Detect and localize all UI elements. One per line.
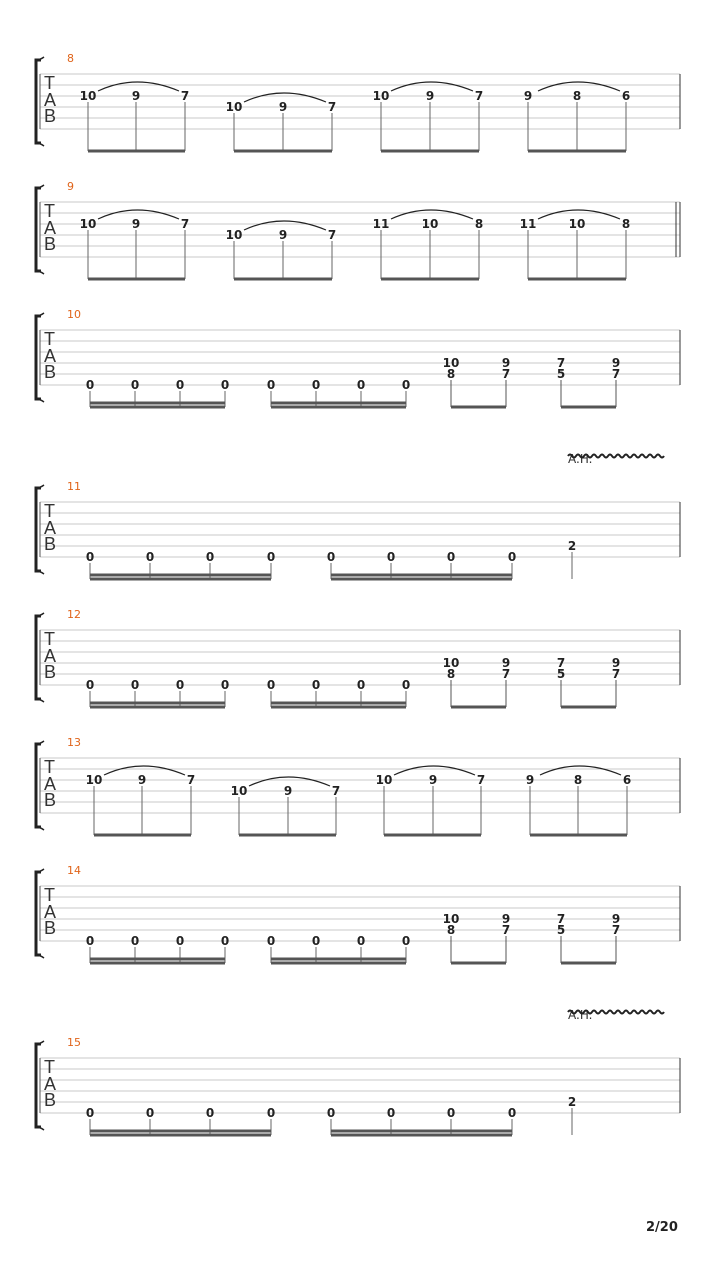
fret-number: 0 — [326, 1106, 336, 1120]
tab-clef-letter: A — [44, 646, 57, 666]
fret-number: 7 — [556, 912, 566, 926]
fret-number: 9 — [278, 228, 288, 242]
fret-number: 9 — [501, 656, 511, 670]
fret-number: 7 — [180, 217, 190, 231]
fret-number: 0 — [401, 934, 411, 948]
fret-number: 9 — [611, 912, 621, 926]
fret-number: 0 — [266, 1106, 276, 1120]
fret-number: 7 — [327, 100, 337, 114]
fret-number: 7 — [556, 356, 566, 370]
fret-number: 0 — [145, 1106, 155, 1120]
fret-number: 9 — [611, 656, 621, 670]
fret-number: 0 — [220, 378, 230, 392]
fret-number: 0 — [175, 378, 185, 392]
fret-number: 10 — [79, 217, 97, 231]
fret-number: 9 — [428, 773, 438, 787]
fret-number: 9 — [611, 356, 621, 370]
note-group — [557, 656, 620, 707]
measure-number: 9 — [67, 180, 74, 193]
tab-clef-letter: A — [44, 346, 57, 366]
fret-number: 0 — [401, 678, 411, 692]
fret-number: 5 — [556, 923, 566, 937]
note-group — [568, 539, 576, 579]
fret-number: 0 — [85, 378, 95, 392]
fret-number: 10 — [568, 217, 586, 231]
fret-number: 9 — [131, 217, 141, 231]
artificial-harmonic-label: A.H. — [568, 1008, 593, 1022]
measure-number: 13 — [67, 736, 81, 749]
fret-number: 0 — [326, 550, 336, 564]
tab-system — [36, 736, 680, 835]
fret-number: 8 — [474, 217, 484, 231]
fret-number: 7 — [611, 367, 621, 381]
note-group — [524, 82, 630, 151]
tab-system — [36, 452, 680, 579]
tab-clef-letter: T — [44, 201, 55, 221]
note-group — [231, 777, 341, 835]
fret-number: 9 — [501, 912, 511, 926]
fret-number: 0 — [205, 550, 215, 564]
measure-number: 10 — [67, 308, 81, 321]
fret-number: 0 — [356, 378, 366, 392]
note-group — [86, 766, 196, 835]
note-group — [226, 221, 337, 279]
note-group — [557, 912, 620, 963]
tab-system — [36, 1008, 680, 1135]
note-group — [568, 1095, 576, 1135]
note-group — [86, 378, 229, 407]
fret-number: 0 — [266, 550, 276, 564]
fret-number: 0 — [446, 1106, 456, 1120]
tab-clef-letter: B — [44, 234, 57, 254]
note-group — [373, 82, 484, 151]
fret-number: 10 — [372, 89, 390, 103]
note-group — [327, 550, 516, 579]
fret-number: 8 — [573, 773, 583, 787]
measure-number: 8 — [67, 52, 74, 65]
fret-number: 9 — [501, 356, 511, 370]
fret-number: 0 — [446, 550, 456, 564]
tab-clef-letter: T — [44, 757, 55, 777]
fret-number: 8 — [621, 217, 631, 231]
fret-number: 7 — [474, 89, 484, 103]
fret-number: 11 — [372, 217, 390, 231]
fret-number: 0 — [85, 678, 95, 692]
fret-number: 0 — [175, 934, 185, 948]
note-group — [443, 656, 511, 707]
fret-number: 7 — [611, 667, 621, 681]
fret-number: 0 — [175, 678, 185, 692]
note-group — [86, 1106, 275, 1135]
tab-clef-letter: B — [44, 1090, 57, 1110]
tab-clef-letter: T — [44, 329, 55, 349]
fret-number: 0 — [356, 678, 366, 692]
note-group — [80, 210, 190, 279]
fret-number: 8 — [446, 667, 456, 681]
tab-system — [36, 52, 680, 151]
fret-number: 9 — [283, 784, 293, 798]
fret-number: 9 — [425, 89, 435, 103]
fret-number: 0 — [130, 678, 140, 692]
fret-number: 10 — [79, 89, 97, 103]
note-group — [520, 210, 631, 279]
tab-system — [36, 608, 680, 707]
note-group — [267, 378, 410, 407]
fret-number: 0 — [220, 678, 230, 692]
fret-number: 10 — [442, 356, 460, 370]
tab-clef-letter: T — [44, 1057, 55, 1077]
tab-clef-letter: A — [44, 218, 57, 238]
fret-number: 5 — [556, 667, 566, 681]
fret-number: 10 — [421, 217, 439, 231]
measure-number: 11 — [67, 480, 81, 493]
note-group — [557, 356, 620, 407]
fret-number: 2 — [567, 539, 577, 553]
note-group — [376, 766, 486, 835]
note-group — [267, 934, 410, 963]
tab-clef-letter: A — [44, 1074, 57, 1094]
fret-number: 5 — [556, 367, 566, 381]
page-number: 2/20 — [646, 1220, 678, 1235]
fret-number: 6 — [621, 89, 631, 103]
fret-number: 10 — [230, 784, 248, 798]
fret-number: 7 — [501, 667, 511, 681]
measure-number: 15 — [67, 1036, 81, 1049]
fret-number: 9 — [137, 773, 147, 787]
measure-number: 14 — [67, 864, 81, 877]
fret-number: 7 — [180, 89, 190, 103]
measure-number: 12 — [67, 608, 81, 621]
note-group — [86, 934, 229, 963]
fret-number: 7 — [611, 923, 621, 937]
fret-number: 8 — [446, 923, 456, 937]
fret-number: 10 — [442, 656, 460, 670]
fret-number: 7 — [476, 773, 486, 787]
artificial-harmonic-label: A.H. — [568, 452, 593, 466]
fret-number: 10 — [225, 100, 243, 114]
fret-number: 10 — [225, 228, 243, 242]
fret-number: 9 — [525, 773, 535, 787]
fret-number: 0 — [85, 550, 95, 564]
fret-number: 7 — [327, 228, 337, 242]
note-group — [226, 93, 337, 151]
fret-number: 10 — [442, 912, 460, 926]
fret-number: 11 — [519, 217, 537, 231]
tab-clef-letter: A — [44, 774, 57, 794]
tab-clef-letter: A — [44, 90, 57, 110]
fret-number: 0 — [220, 934, 230, 948]
tab-clef-letter: A — [44, 902, 57, 922]
fret-number: 7 — [556, 656, 566, 670]
fret-number: 9 — [523, 89, 533, 103]
note-group — [526, 766, 631, 835]
fret-number: 9 — [278, 100, 288, 114]
fret-number: 0 — [311, 678, 321, 692]
tab-clef-letter: A — [44, 518, 57, 538]
fret-number: 0 — [145, 550, 155, 564]
fret-number: 0 — [130, 934, 140, 948]
tab-clef-letter: T — [44, 73, 55, 93]
tab-system — [36, 864, 680, 963]
note-group — [327, 1106, 516, 1135]
fret-number: 0 — [507, 550, 517, 564]
tab-clef-letter: B — [44, 106, 57, 126]
fret-number: 0 — [356, 934, 366, 948]
fret-number: 6 — [622, 773, 632, 787]
fret-number: 0 — [311, 378, 321, 392]
fret-number: 8 — [572, 89, 582, 103]
fret-number: 0 — [386, 1106, 396, 1120]
fret-number: 0 — [205, 1106, 215, 1120]
fret-number: 0 — [130, 378, 140, 392]
fret-number: 2 — [567, 1095, 577, 1109]
fret-number: 7 — [186, 773, 196, 787]
fret-number: 7 — [501, 923, 511, 937]
fret-number: 0 — [85, 1106, 95, 1120]
fret-number: 0 — [266, 378, 276, 392]
tab-clef-letter: B — [44, 362, 57, 382]
tab-clef-letter: B — [44, 918, 57, 938]
tab-clef-letter: B — [44, 790, 57, 810]
note-group — [373, 210, 484, 279]
fret-number: 8 — [446, 367, 456, 381]
fret-number: 0 — [311, 934, 321, 948]
note-group — [86, 550, 275, 579]
tab-clef-letter: B — [44, 662, 57, 682]
fret-number: 7 — [331, 784, 341, 798]
fret-number: 0 — [266, 934, 276, 948]
fret-number: 10 — [85, 773, 103, 787]
fret-number: 0 — [507, 1106, 517, 1120]
fret-number: 7 — [501, 367, 511, 381]
tab-system — [36, 180, 680, 279]
note-group — [443, 912, 511, 963]
tab-clef-letter: T — [44, 885, 55, 905]
tab-system — [36, 308, 680, 407]
note-group — [86, 678, 229, 707]
fret-number: 0 — [386, 550, 396, 564]
tab-clef-letter: T — [44, 501, 55, 521]
tab-clef-letter: B — [44, 534, 57, 554]
fret-number: 10 — [375, 773, 393, 787]
fret-number: 0 — [85, 934, 95, 948]
fret-number: 0 — [401, 378, 411, 392]
note-group — [443, 356, 511, 407]
tab-clef-letter: T — [44, 629, 55, 649]
fret-number: 0 — [266, 678, 276, 692]
note-group — [267, 678, 410, 707]
note-group — [80, 82, 190, 151]
fret-number: 9 — [131, 89, 141, 103]
